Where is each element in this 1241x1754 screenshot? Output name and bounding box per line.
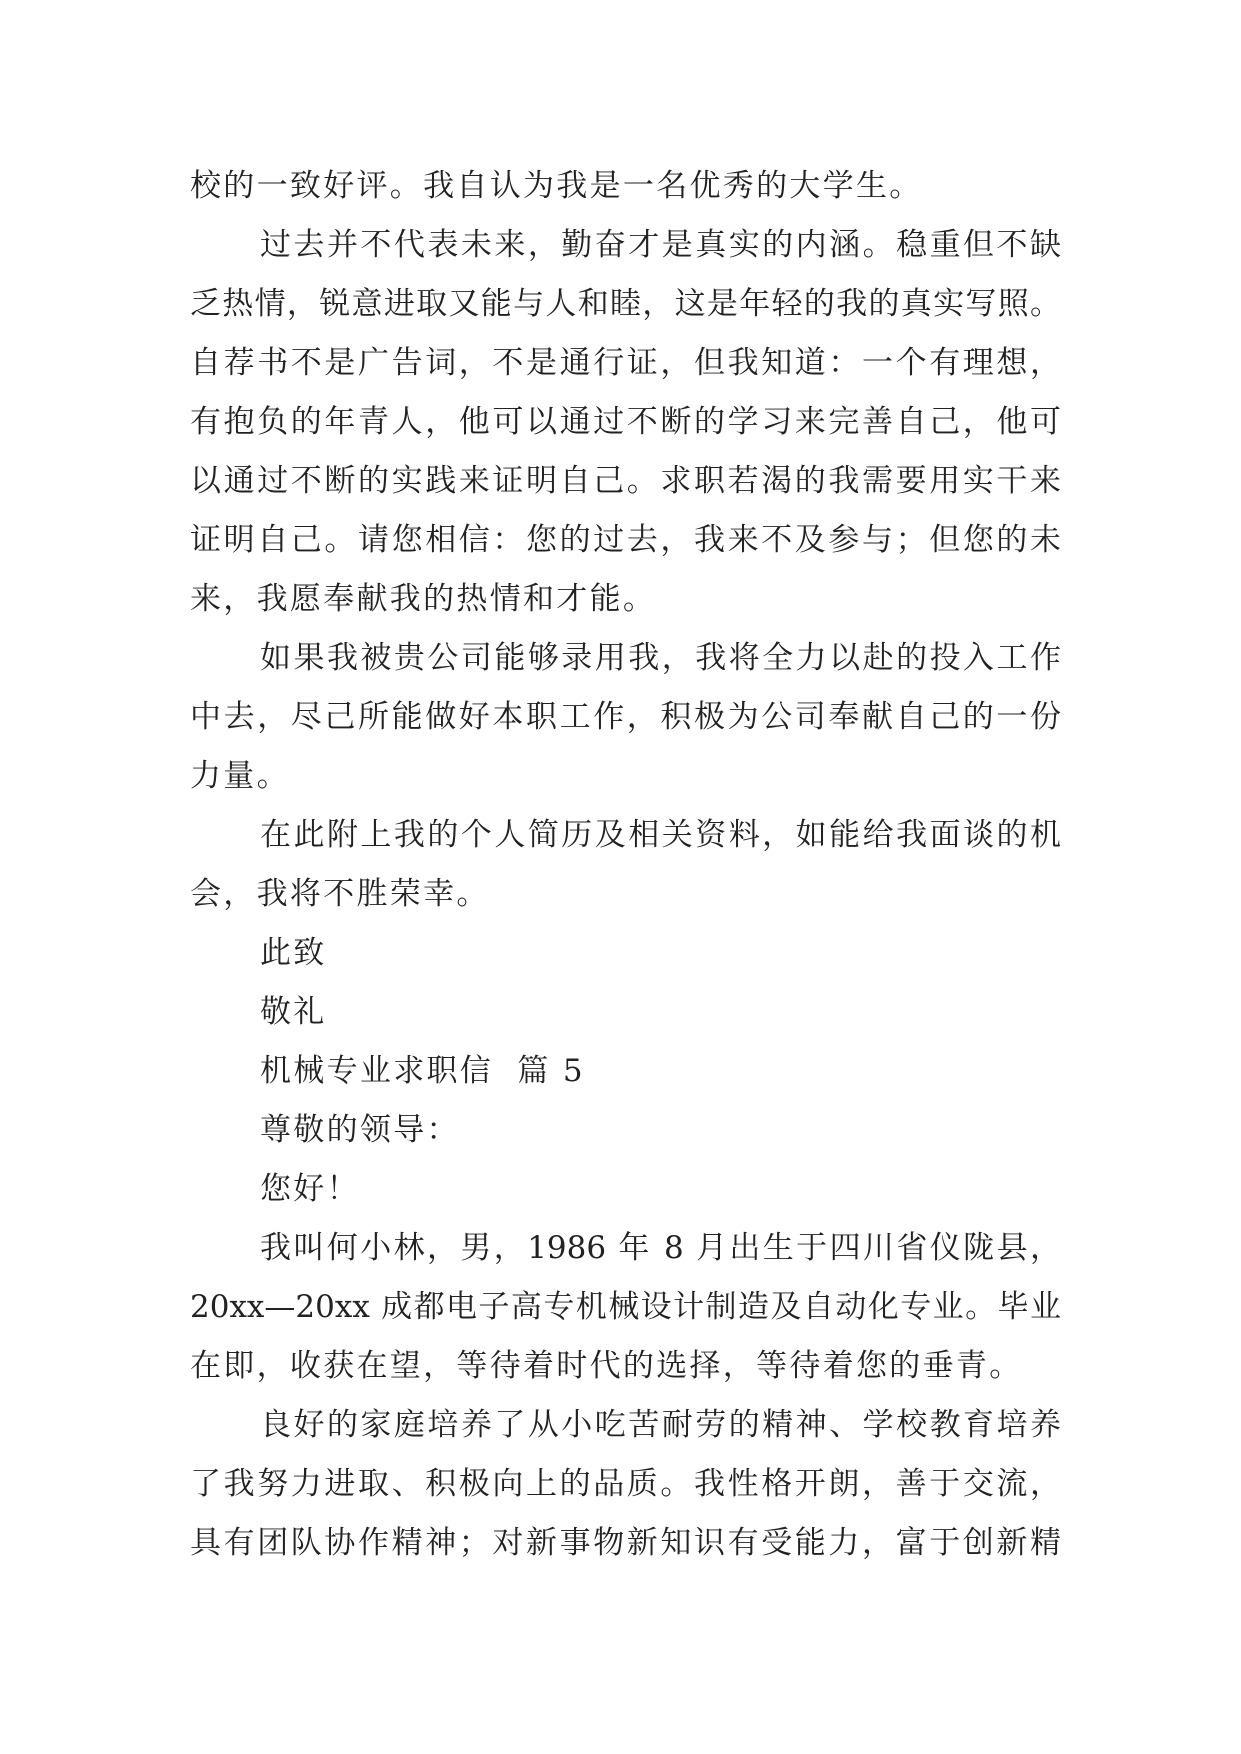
paragraph-line: 20xx—20xx 成都电子高专机械设计制造及自动化专业。毕业 [190,1289,1061,1325]
closing-line: 敬礼 [260,994,327,1030]
paragraph-personal-info [190,1219,1061,1396]
paragraph-line: 我叫何小林，男，1986 年 8 月出生于四川省仪陇县， [260,1230,1061,1266]
addressee-line: 尊敬的领导： [260,1112,460,1148]
document-body [190,157,1061,1573]
paragraph-character [190,1396,1061,1573]
greeting-line: 您好！ [260,1171,360,1207]
paragraph-line: 乏热情，锐意进取又能与人和睦，这是年轻的我的真实写照。 [190,286,1061,322]
paragraph-line: 具有团队协作精神；对新事物新知识有受能力，富于创新精 [190,1525,1061,1561]
closing-regards [190,983,1061,1042]
letter-heading [190,1042,1061,1101]
paragraph-line: 有抱负的年青人，他可以通过不断的学习来完善自己，他可 [190,404,1061,440]
paragraph-self-introduction [190,216,1061,629]
letter-addressee [190,1101,1061,1160]
paragraph-line: 证明自己。请您相信：您的过去，我来不及参与；但您的未 [190,522,1061,558]
paragraph-line: 在此附上我的个人简历及相关资料，如能给我面谈的机 [260,817,1061,853]
paragraph-attachment-note [190,806,1061,924]
paragraph-line: 了我努力进取、积极向上的品质。我性格开朗，善于交流， [190,1466,1061,1502]
paragraph-line: 良好的家庭培养了从小吃苦耐劳的精神、学校教育培养 [260,1407,1061,1443]
paragraph-line: 校的一致好评。我自认为我是一名优秀的大学生。 [190,168,923,204]
paragraph-line: 中去，尽己所能做好本职工作，积极为公司奉献自己的一份 [190,699,1061,735]
paragraph-line: 来，我愿奉献我的热情和才能。 [190,581,657,617]
paragraph-line: 自荐书不是广告词，不是通行证，但我知道：一个有理想， [190,345,1061,381]
section-title: 机械专业求职信 篇 5 [260,1053,585,1089]
paragraph-line: 以通过不断的实践来证明自己。求职若渴的我需要用实干来 [190,463,1061,499]
paragraph-line: 力量。 [190,758,290,794]
paragraph-line: 在即，收获在望，等待着时代的选择，等待着您的垂青。 [190,1348,1023,1384]
letter-greeting [190,1160,1061,1219]
closing-salutation [190,924,1061,983]
paragraph-line: 会，我将不胜荣幸。 [190,876,490,912]
paragraph-line: 过去并不代表未来，勤奋才是真实的内涵。稳重但不缺 [260,227,1061,263]
paragraph-line: 如果我被贵公司能够录用我，我将全力以赴的投入工作 [260,640,1061,676]
paragraph-continuation [190,157,1061,216]
paragraph-commitment [190,629,1061,806]
closing-line: 此致 [260,935,327,971]
